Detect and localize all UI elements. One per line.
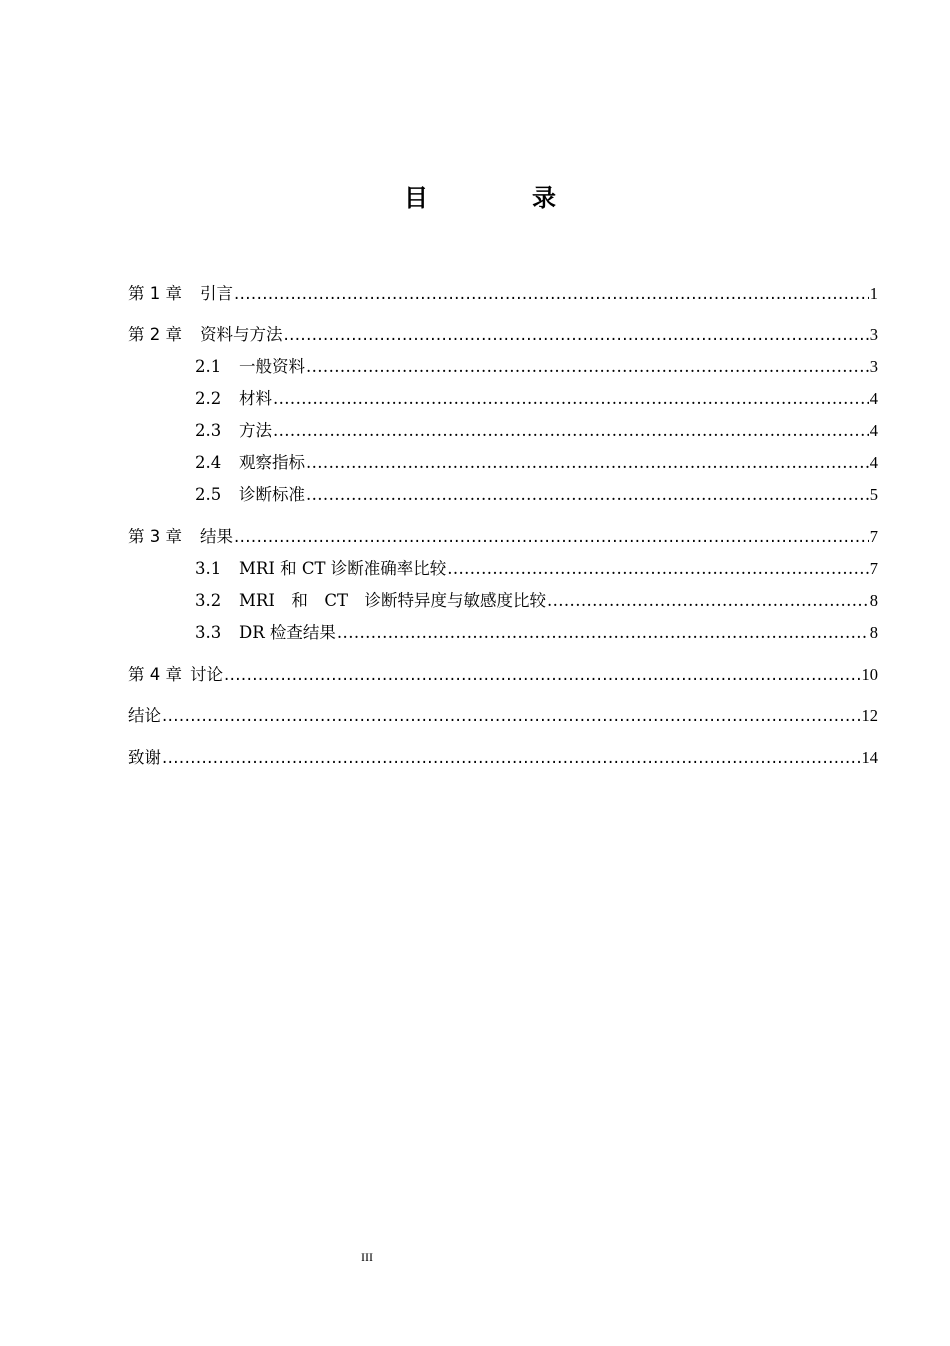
toc-entry-label: 方法: [239, 421, 272, 440]
dot-leader: [224, 663, 861, 687]
dot-leader: [337, 621, 869, 645]
toc-entry-section-2-1[interactable]: [195, 355, 878, 379]
toc-entry-page: 3: [869, 325, 878, 344]
toc-entry-label: MRI 和 CT 诊断准确率比较: [239, 559, 447, 578]
toc-entry-chapter-1[interactable]: [128, 282, 878, 306]
toc-entry-label: MRI 和 CT 诊断特异度与敏感度比较: [239, 591, 546, 610]
dot-leader: [447, 557, 869, 581]
toc-entry-label: 诊断标准: [239, 485, 305, 504]
toc-entry-chapter-4[interactable]: [128, 663, 878, 687]
dot-leader: [273, 387, 869, 411]
toc-entry-chapter-3[interactable]: [128, 525, 878, 549]
toc-entry-page: 14: [861, 748, 878, 767]
toc-entry-number: 第 4 章: [128, 665, 182, 684]
toc-entry-page: 4: [869, 389, 878, 408]
dot-leader: [273, 419, 869, 443]
dot-leader: [306, 483, 869, 507]
dot-leader: [284, 323, 869, 347]
toc-entry-chapter-2[interactable]: [128, 323, 878, 347]
toc-entry-number: 2.4: [195, 453, 222, 472]
toc-entry-section-2-2[interactable]: [195, 387, 878, 411]
toc-entry-label: 致谢: [128, 748, 161, 767]
toc-entry-label: 讨论: [190, 665, 223, 684]
toc-entry-number: 2.3: [195, 421, 222, 440]
toc-entry-page: 1: [869, 284, 878, 303]
toc-entry-page: 10: [861, 665, 878, 684]
dot-leader: [234, 282, 869, 306]
toc-entry-page: 8: [869, 591, 878, 610]
toc-entry-number: 第 2 章: [128, 325, 182, 344]
toc-entry-label: DR 检查结果: [239, 623, 336, 642]
toc-entry-label: 观察指标: [239, 453, 305, 472]
toc-entry-section-2-3[interactable]: [195, 419, 878, 443]
dot-leader: [162, 704, 861, 728]
toc-entry-number: 3.3: [195, 623, 222, 642]
toc-title: 目 录: [404, 184, 596, 212]
toc-entry-page: 7: [869, 559, 878, 578]
dot-leader: [306, 355, 869, 379]
toc-entry-label: 结论: [128, 706, 161, 725]
dot-leader: [547, 589, 869, 613]
toc-entry-section-3-2[interactable]: [195, 589, 878, 613]
toc-entry-acknowledgements[interactable]: [128, 746, 878, 770]
toc-entry-label: 结果: [200, 527, 233, 546]
toc-entry-section-3-3[interactable]: [195, 621, 878, 645]
toc-entry-conclusion[interactable]: [128, 704, 878, 728]
toc-entry-page: 4: [869, 421, 878, 440]
dot-leader: [162, 746, 861, 770]
toc-entry-page: 4: [869, 453, 878, 472]
dot-leader: [306, 451, 869, 475]
toc-entry-number: 2.1: [195, 357, 222, 376]
toc-entry-number: 2.2: [195, 389, 222, 408]
toc-entry-number: 3.2: [195, 591, 222, 610]
toc-entry-label: 资料与方法: [200, 325, 283, 344]
toc-entry-number: 2.5: [195, 485, 222, 504]
toc-entry-label: 材料: [239, 389, 272, 408]
toc-entry-section-2-5[interactable]: [195, 483, 878, 507]
toc-entry-page: 5: [869, 485, 878, 504]
toc-entry-page: 8: [869, 623, 878, 642]
toc-entry-number: 第 1 章: [128, 284, 182, 303]
toc-entry-label: 一般资料: [239, 357, 305, 376]
toc-entry-page: 3: [869, 357, 878, 376]
toc-entry-page: 12: [861, 706, 878, 725]
toc-entry-page: 7: [869, 527, 878, 546]
toc-entry-number: 第 3 章: [128, 527, 182, 546]
page-number-footer: III: [361, 1250, 373, 1264]
dot-leader: [234, 525, 869, 549]
toc-entry-section-2-4[interactable]: [195, 451, 878, 475]
toc-entry-section-3-1[interactable]: [195, 557, 878, 581]
toc-entry-label: 引言: [200, 284, 233, 303]
toc-entry-number: 3.1: [195, 559, 222, 578]
